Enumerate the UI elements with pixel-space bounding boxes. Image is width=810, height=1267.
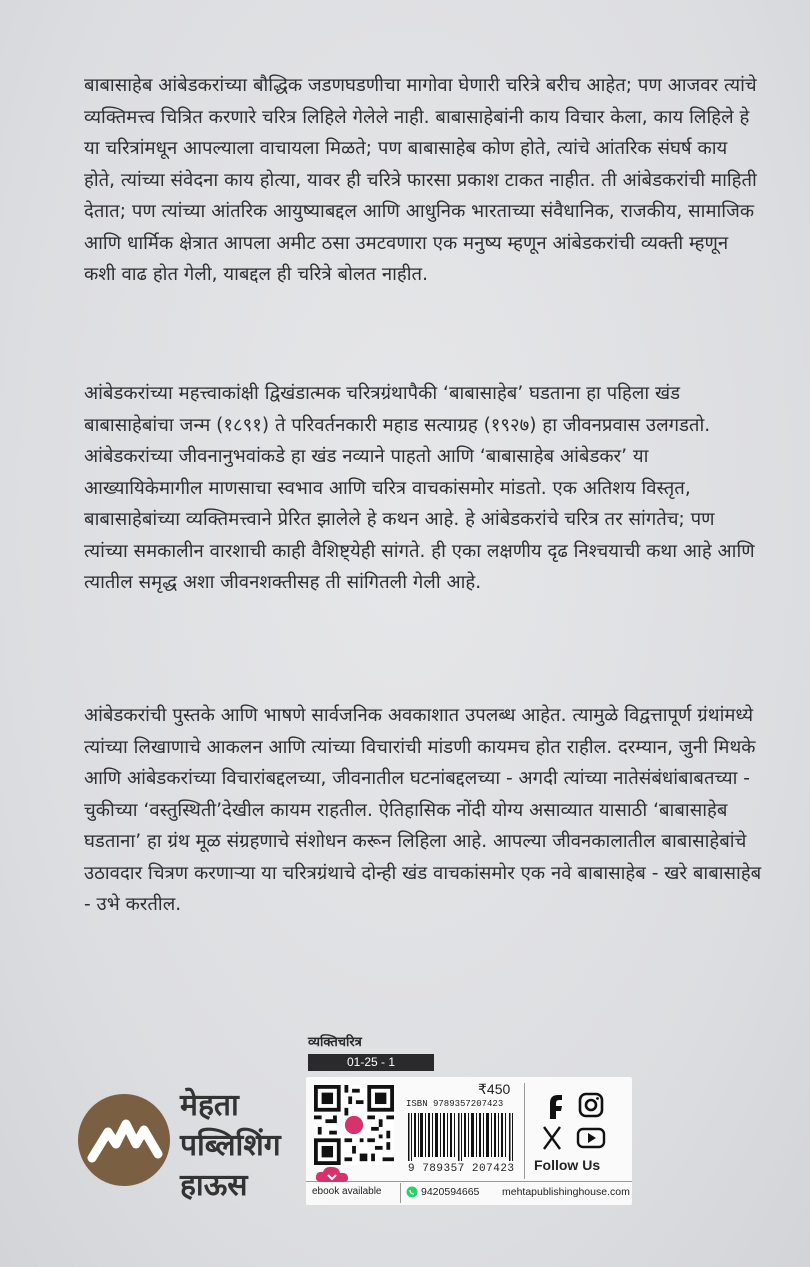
publisher-line-3: हाऊस	[180, 1168, 248, 1203]
blurb-paragraph-1: बाबासाहेब आंबेडकरांच्या बौद्धिक जडणघडणीचा मागोवा घेणारी चरित्रे बरीच आहेत; पण आजवर त्यांचे व्यक्तिमत्त्व चित्रित करणारे चरित्र लिहिले गेलेले नाही. बाबासाहेबांनी काय विचार केला, काय लिहिले हे या चरित्रांमधून आपल्याला वाचायला मिळते; पण बाबासाहेब कोण होते, त्यांचे आंतरिक संघर्ष काय होते, त्यांच्या संवेदना काय होत्या, यावर ही चरित्रे फारसा प्रकाश टाकत नाहीत. ती आंबेडकरांची माहिती देतात; पण त्यांच्या आंतरिक आयुष्याबद्दल आणि आधुनिक भारताच्या संवैधानिक, राजकीय, सामाजिक आणि धार्मिक क्षेत्रात आपला अमीट ठसा उमटवणारा एक मनुष्य म्हणून आंबेडकरांची व्यक्ती म्हणून कशी वाढ होत गेली, याबद्दल ही चरित्रे बोलत नाहीत.	[84, 75, 757, 285]
publisher-line-2: पब्लिशिंग	[180, 1128, 281, 1163]
blurb-paragraph-3: आंबेडकरांची पुस्तके आणि भाषणे सार्वजनिक अवकाशात उपलब्ध आहेत. त्यामुळे विद्वत्तापूर्ण ग्रंथांमध्ये त्यांच्या लिखाणाचे आकलन आणि त्यांच्या विचारांची मांडणी कायमच होत राहील. दरम्यान, जुनी मिथके आणि आंबेडकरांच्या विचारांबद्दलच्या, जीवनातील घटनांबद्दलच्या - अगदी त्यांच्या नातेसंबंधांबाबतच्या - चुकीच्या ‘वस्तुस्थिती’देखील कायम राहतील. ऐतिहासिक नोंदी योग्य असाव्यात यासाठी ‘बाबासाहेब घडताना’ हा ग्रंथ मूळ संग्रहणाचे संशोधन करून लिहिला आहे. आपल्या जीवनकालातील बाबासाहेबांचे उठावदार चित्रण करणाऱ्या या चरित्रग्रंथाचे दोन्ही खंड वाचकांसमोर एक नवे बाबासाहेब - खरे बाबासाहेब - उभे करतील.	[84, 705, 762, 915]
barcode-icon	[406, 1113, 516, 1161]
isbn-label: ISBN 9789357207423	[406, 1099, 504, 1109]
genre-label: व्यक्तिचरित्र	[308, 1035, 362, 1050]
divider	[306, 1181, 632, 1182]
website-link[interactable]: mehtapublishinghouse.com	[502, 1186, 630, 1198]
blurb-paragraph-2: आंबेडकरांच्या महत्त्वाकांक्षी द्विखंडात्मक चरित्रग्रंथापैकी ‘बाबासाहेब’ घडताना हा पहिला खंड बाबासाहेबांचा जन्म (१८९१) ते परिवर्तनकारी महाड सत्याग्रह (१९२७) हा जीवनप्रवास उलगडतो. आंबेडकरांच्या जीवनानुभवांकडे हा खंड नव्याने पाहतो आणि ‘बाबासाहेब आंबेडकर’ या आख्यायिकेमागील माणसाचा स्वभाव आणि चरित्र वाचकांसमोर मांडतो. एक अतिशय विस्तृत, बाबासाहेबांच्या व्यक्तिमत्त्वाने प्रेरित झालेले हे कथन आहे. हे आंबेडकरांचे चरित्र तर सांगतेच; पण त्यांच्या समकालीन वारशाची काही वैशिष्ट्येही सांगते. ही एका लक्षणीय दृढ निश्चयाची कथा आहे आणि त्यातील समृद्ध अशा जीवनशक्तीसह ती सांगितली गेली आहे.	[84, 383, 755, 593]
mehta-mm-logo-icon	[78, 1094, 170, 1186]
publisher-line-1: मेहता	[180, 1088, 239, 1123]
instagram-icon[interactable]	[580, 1094, 602, 1116]
ebook-cloud-icon	[314, 1165, 352, 1183]
divider	[400, 1183, 401, 1203]
x-icon[interactable]	[544, 1127, 560, 1149]
whatsapp-icon	[406, 1186, 418, 1198]
follow-us-label: Follow Us	[534, 1157, 601, 1173]
isbn-digits: 9 789357 207423	[408, 1163, 515, 1175]
qr-code-icon	[314, 1085, 394, 1165]
catalog-code: 01-25 - 1	[308, 1054, 434, 1071]
publisher-name	[180, 1086, 281, 1206]
facebook-icon[interactable]	[550, 1095, 562, 1119]
price-label: ₹450	[478, 1081, 511, 1097]
info-box	[306, 1077, 632, 1205]
ebook-available-label: ebook available	[312, 1186, 382, 1197]
youtube-icon[interactable]	[578, 1129, 604, 1147]
phone-number[interactable]: 9420594665	[421, 1186, 480, 1198]
divider	[524, 1083, 525, 1179]
social-icons	[538, 1089, 618, 1159]
